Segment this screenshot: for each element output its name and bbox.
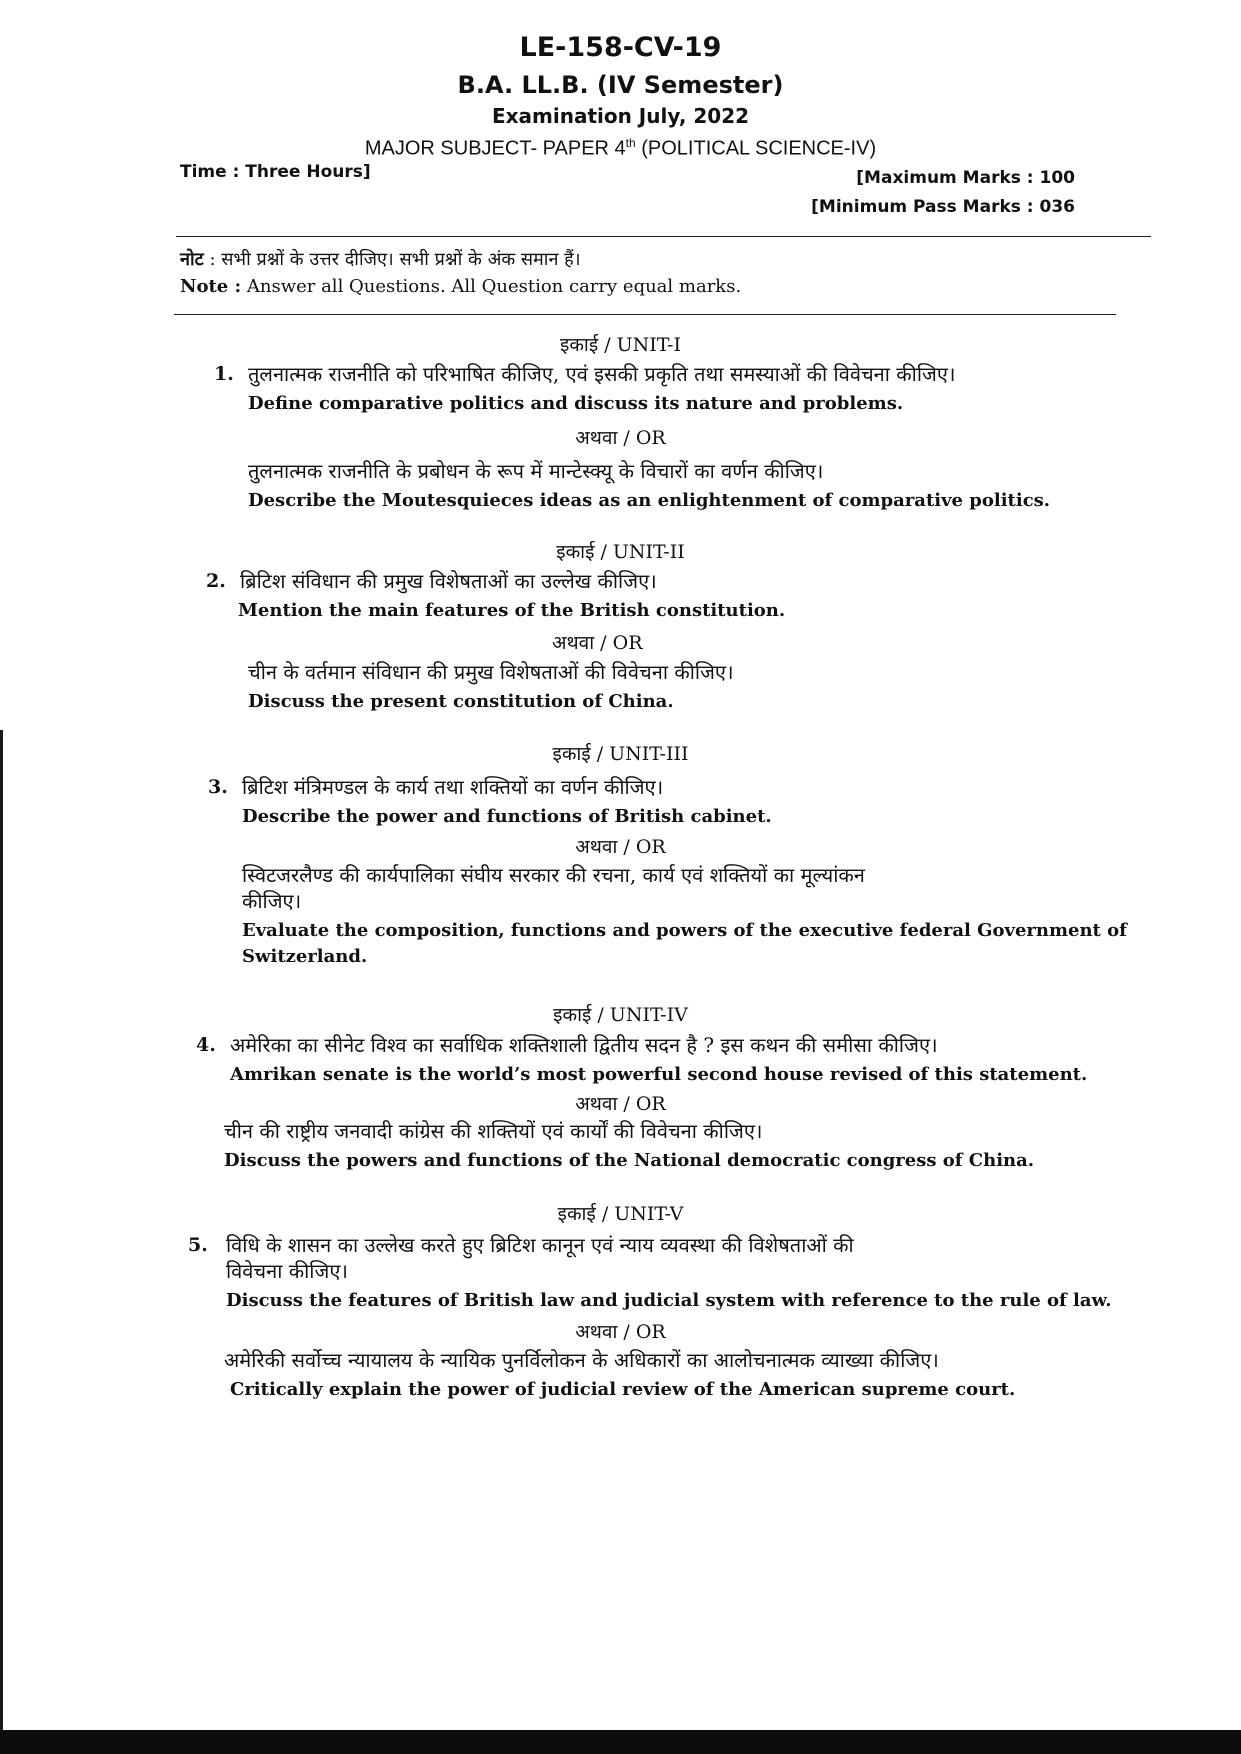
question-1a-english: Define comparative politics and discuss its nature and problems. — [248, 393, 904, 414]
question-number: 4. — [196, 1034, 216, 1056]
maximum-marks: [Maximum Marks : 100 — [856, 168, 1075, 188]
scan-edge-bottom — [0, 1730, 1241, 1754]
note-english — [180, 273, 741, 300]
question-3b-english-line1: Evaluate the composition, functions and powers of the executive federal Government of — [242, 920, 1127, 941]
unit-3-heading: इकाई / UNIT-III — [552, 743, 689, 765]
scan-edge-left — [0, 730, 3, 1754]
question-4a-hindi: अमेरिका का सीनेट विश्व का सर्वाधिक शक्तिशाली द्वितीय सदन है ? इस कथन की समीसा कीजिए। — [230, 1033, 938, 1057]
question-3 — [208, 774, 772, 830]
note-english-label: Note : — [180, 276, 242, 297]
unit-4-heading: इकाई / UNIT-IV — [553, 1004, 688, 1026]
minimum-pass-marks: [Minimum Pass Marks : 036 — [811, 197, 1075, 217]
question-4b-english: Discuss the powers and functions of the National democratic congress of China. — [224, 1150, 1035, 1171]
question-1-alternative — [248, 458, 1050, 514]
unit-4-or: अथवा / OR — [575, 1093, 666, 1115]
unit-1-heading: इकाई / UNIT-I — [560, 334, 681, 356]
question-5b-english: Critically explain the power of judicial review of the American supreme court. — [230, 1379, 1016, 1400]
question-2b-english: Discuss the present constitution of China. — [248, 691, 674, 712]
question-5-alternative — [224, 1347, 1015, 1403]
unit-5-heading: इकाई / UNIT-V — [557, 1203, 684, 1225]
note-divider — [174, 314, 1116, 315]
question-2-alternative — [248, 659, 734, 715]
note-hindi — [180, 246, 741, 273]
question-4b-hindi: चीन की राष्ट्रीय जनवादी कांग्रेस की शक्तियों एवं कार्यों की विवेचना कीजिए। — [224, 1119, 763, 1143]
subject-suffix: (POLITICAL SCIENCE-IV) — [635, 137, 877, 160]
question-number: 1. — [214, 363, 234, 385]
question-5a-hindi-line2: विवेचना कीजिए। — [226, 1259, 348, 1283]
exam-session: Examination July, 2022 — [491, 104, 750, 128]
note-hindi-text: : सभी प्रश्नों के उत्तर दीजिए। सभी प्रश्नों के अंक समान हैं। — [203, 249, 581, 270]
note-english-text: Answer all Questions. All Question carry equal marks. — [241, 276, 742, 297]
subject-line — [0, 130, 1241, 162]
unit-5-or: अथवा / OR — [575, 1321, 666, 1343]
unit-2-or: अथवा / OR — [552, 632, 643, 654]
question-1a-hindi: तुलनात्मक राजनीति को परिभाषित कीजिए, एवं इसकी प्रकृति तथा समस्याओं की विवेचना कीजिए। — [248, 362, 956, 386]
question-5 — [188, 1232, 1112, 1314]
question-1 — [214, 361, 956, 417]
question-number: 2. — [206, 570, 226, 592]
question-number: 5. — [188, 1234, 208, 1256]
question-2 — [206, 568, 786, 624]
unit-1-or: अथवा / OR — [575, 427, 666, 449]
program-title: B.A. LL.B. (IV Semester) — [457, 71, 784, 99]
question-4 — [196, 1032, 1088, 1088]
question-3b-hindi-line2: कीजिए। — [242, 889, 302, 913]
question-5b-hindi: अमेरिकी सर्वोच्च न्यायालय के न्यायिक पुनर्विलोकन के अधिकारों का आलोचनात्मक व्याख्या कीजिए। — [224, 1348, 939, 1372]
paper-code: LE-158-CV-19 — [519, 32, 722, 63]
time-allowed: Time : Three Hours] — [180, 162, 371, 182]
unit-3-or: अथवा / OR — [575, 836, 666, 858]
question-5a-english: Discuss the features of British law and judicial system with reference to the rule of law. — [226, 1290, 1112, 1311]
question-number: 3. — [208, 776, 228, 798]
question-3b-hindi-line1: स्विटजरलैण्ड की कार्यपालिका संघीय सरकार की रचना, कार्य एवं शक्तियों का मूल्यांकन — [242, 863, 865, 887]
question-1b-english: Describe the Moutesquieces ideas as an enlightenment of comparative politics. — [248, 490, 1051, 511]
question-4a-english: Amrikan senate is the world’s most powerful second house revised of this statement. — [230, 1064, 1088, 1085]
marks-block — [811, 164, 1075, 222]
question-3a-hindi: ब्रिटिश मंत्रिमण्डल के कार्य तथा शक्तियों का वर्णन कीजिए। — [242, 775, 664, 799]
question-1b-hindi: तुलनात्मक राजनीति के प्रबोधन के रूप में मान्टेस्क्यू के विचारों का वर्णन कीजिए। — [248, 459, 824, 483]
question-5a-hindi-line1: विधि के शासन का उल्लेख करते हुए ब्रिटिश कानून एवं न्याय व्यवस्था की विशेषताओं की — [226, 1233, 854, 1257]
question-2a-english: Mention the main features of the British constitution. — [238, 600, 786, 621]
question-4-alternative — [224, 1118, 1034, 1174]
paper-header — [0, 28, 1241, 162]
question-3-alternative — [242, 862, 1127, 970]
question-2b-hindi: चीन के वर्तमान संविधान की प्रमुख विशेषताओं की विवेचना कीजिए। — [248, 660, 734, 684]
instructions-note — [180, 246, 741, 300]
question-2a-hindi: ब्रिटिश संविधान की प्रमुख विशेषताओं का उल्लेख कीजिए। — [240, 569, 657, 593]
subject-superscript: th — [625, 136, 636, 150]
question-3a-english: Describe the power and functions of British cabinet. — [242, 806, 772, 827]
note-hindi-label: नोट — [180, 249, 204, 270]
question-3b-english-line2: Switzerland. — [242, 946, 368, 967]
subject-prefix: MAJOR SUBJECT- PAPER 4 — [364, 137, 626, 160]
unit-2-heading: इकाई / UNIT-II — [556, 541, 685, 563]
top-divider — [176, 236, 1151, 237]
